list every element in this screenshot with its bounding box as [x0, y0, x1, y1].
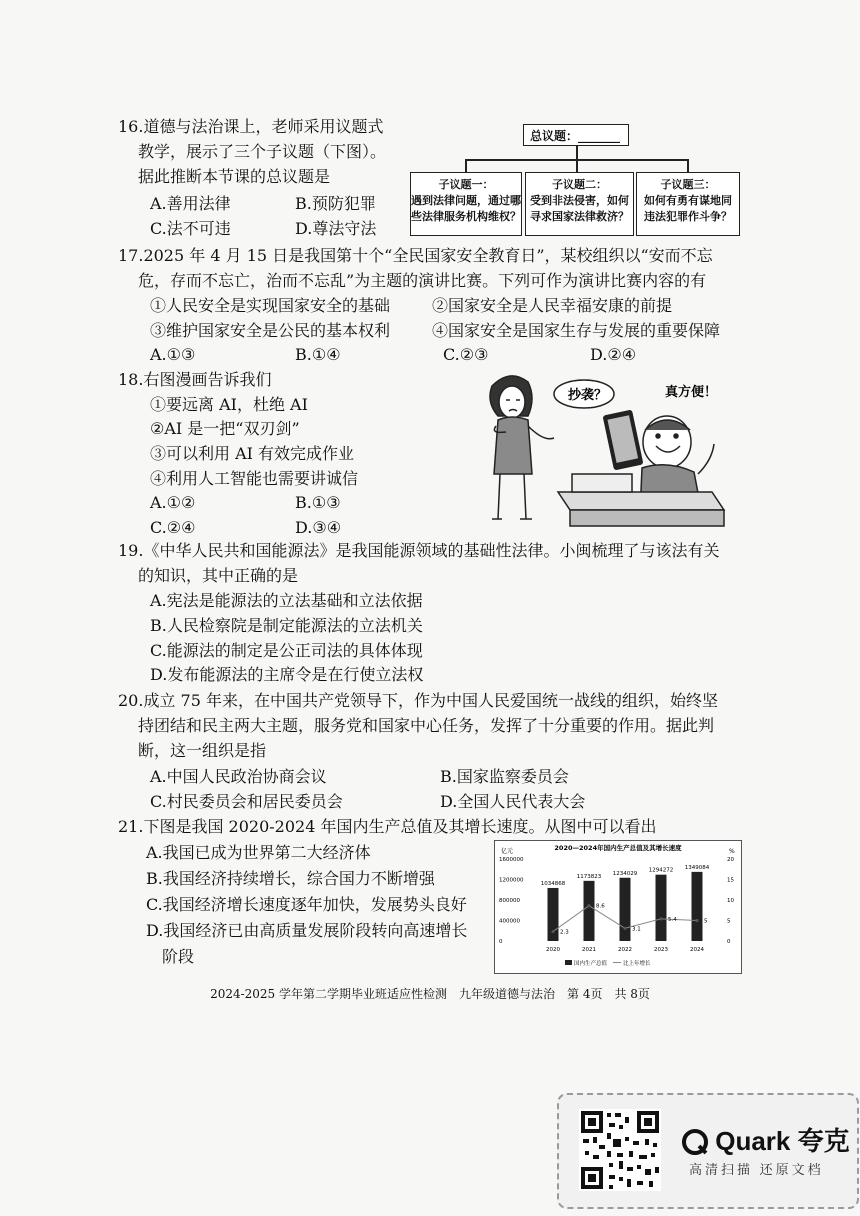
- q19-stem-line-2: 的知识，其中正确的是: [138, 566, 299, 585]
- growth-point: [695, 919, 698, 922]
- q18-cartoon: [462, 364, 737, 529]
- y-right-tick-label: 10: [727, 898, 734, 904]
- legend-growth: 比上年增长: [623, 961, 651, 967]
- q17-stem-line-2: 危，存而不忘亡，治而不忘乱”为主题的演讲比赛。下列可作为演讲比赛内容的有: [138, 271, 707, 290]
- page-footer: 2024-2025 学年第二学期毕业班适应性检测 九年级道德与法治 第 4页 共 8页: [210, 987, 650, 1001]
- quark-watermark: [557, 1093, 859, 1209]
- phone-icon: [603, 409, 644, 470]
- y-right-tick-label: 20: [727, 857, 734, 863]
- q16-option-d: D.尊法守法: [295, 219, 377, 238]
- q21-option-b: B.我国经济持续增长，综合国力不断增强: [146, 869, 435, 888]
- q16-stem-line-1: 16.道德与法治课上，老师采用议题式: [118, 117, 384, 136]
- q17-option-d: D.②④: [590, 345, 637, 364]
- gdp-bar-label: 1349084: [684, 864, 710, 871]
- x-tick-label: 2022: [618, 947, 632, 953]
- q18-option-d: D.③④: [295, 518, 342, 537]
- legend-gdp: 国内生产总值: [574, 961, 608, 967]
- q17-option-c: C.②③: [443, 345, 489, 364]
- sub-topic-text: 些法律服务机构维权？: [411, 210, 521, 223]
- q19-option-b: B.人民检察院是制定能源法的立法机关: [150, 616, 423, 635]
- growth-label: 5.4: [668, 916, 677, 923]
- q21-option-c: C.我国经济增长速度逐年加快，发展势头良好: [146, 895, 467, 914]
- q17-item-1: ①人民安全是实现国家安全的基础: [150, 296, 391, 315]
- gdp-bar: [620, 878, 631, 941]
- q21-stem: 21.下图是我国 2020-2024 年国内生产总值及其增长速度。从图中可以看出: [118, 817, 657, 836]
- q16-option-c: C.法不可违: [150, 219, 231, 238]
- connector: [465, 159, 467, 173]
- q18-item-3: ③可以利用 AI 有效完成作业: [150, 444, 355, 463]
- q17-stem-line-1: 17.2025 年 4 月 15 日是我国第十个“全民国家安全教育日”，某校组织以“安而不忘: [118, 246, 713, 265]
- quark-logo-icon: [682, 1129, 708, 1155]
- sub-topic-text: 寻求国家法律救济？: [530, 210, 629, 223]
- sub-topic-box-3: [636, 172, 740, 236]
- sub-topic-box-1: [410, 172, 522, 236]
- gdp-bar-label: 1173823: [576, 873, 602, 880]
- gdp-bar-label: 1294272: [648, 867, 674, 874]
- q20-option-d: D.全国人民代表大会: [440, 792, 586, 811]
- q16-option-b: B.预防犯罪: [295, 194, 376, 213]
- x-tick-label: 2023: [654, 947, 668, 953]
- connector: [576, 146, 578, 160]
- total-topic-box: 总议题：_______: [523, 124, 629, 146]
- q21-option-d: D.我国经济已由高质量发展阶段转向高速增长: [146, 921, 468, 940]
- bubble-right-text: 真方便！: [665, 385, 718, 400]
- q20-option-c: C.村民委员会和居民委员会: [150, 792, 343, 811]
- q17-option-a: A.①③: [150, 345, 196, 364]
- y-left-tick-label: 1200000: [499, 877, 524, 884]
- gdp-chart: [494, 840, 742, 974]
- x-tick-label: 2021: [582, 947, 596, 953]
- q20-stem-line-1: 20.成立 75 年来，在中国共产党领导下，作为中国人民爱国统一战线的组织，始终坚: [118, 691, 718, 710]
- growth-point: [587, 904, 590, 907]
- speech-bubble-left: [554, 380, 614, 408]
- growth-label: 3.1: [632, 926, 641, 933]
- growth-point: [623, 927, 626, 930]
- y-right-tick-label: 5: [727, 918, 731, 925]
- y-right-tick-label: 15: [727, 877, 734, 884]
- sub-topic-title: 子议题三：: [660, 178, 716, 191]
- y-axis-right-label: %: [729, 848, 735, 855]
- growth-label: 5: [704, 918, 708, 925]
- y-right-tick-label: 0: [727, 939, 731, 945]
- q20-stem-line-3: 断，这一组织是指: [138, 741, 267, 760]
- sub-topic-title: 子议题一：: [438, 178, 494, 191]
- legend-bar-swatch: [565, 960, 572, 965]
- sub-topic-box-2: [525, 172, 634, 236]
- q18-item-4: ④利用人工智能也需要讲诚信: [150, 469, 359, 488]
- q18-item-1: ①要远离 AI，杜绝 AI: [150, 395, 308, 414]
- q16-stem-line-3: 据此推断本节课的总议题是: [138, 167, 331, 186]
- q19-option-a: A.宪法是能源法的立法基础和立法依据: [150, 591, 423, 610]
- q17-item-3: ③维护国家安全是公民的基本权利: [150, 321, 391, 340]
- q16-option-a: A.善用法律: [150, 194, 231, 213]
- q18-item-2: ②AI 是一把“双刃剑”: [150, 419, 300, 438]
- teacher-figure: [490, 376, 554, 519]
- y-left-tick-label: 0: [499, 939, 503, 945]
- q21-option-a: A.我国已成为世界第二大经济体: [146, 843, 371, 862]
- growth-label: 2.3: [560, 929, 569, 936]
- q17-item-4: ④国家安全是国家生存与发展的重要保障: [432, 321, 721, 340]
- q17-option-b: B.①④: [295, 345, 341, 364]
- qr-code-icon: [579, 1109, 661, 1191]
- q20-option-a: A.中国人民政治协商会议: [150, 767, 327, 786]
- q16-stem-line-2: 教学，展示了三个子议题（下图）。: [138, 142, 387, 161]
- y-left-tick-label: 400000: [499, 918, 520, 925]
- growth-point: [659, 917, 662, 920]
- q21-option-d-cont: 阶段: [162, 947, 195, 966]
- q18-option-a: A.①②: [150, 493, 196, 512]
- growth-point: [551, 930, 554, 933]
- x-tick-label: 2020: [546, 947, 560, 953]
- connector: [576, 159, 578, 173]
- gdp-bar: [584, 881, 595, 941]
- y-left-tick-label: 800000: [499, 898, 520, 904]
- x-tick-label: 2024: [690, 947, 704, 953]
- q20-option-b: B.国家监察委员会: [440, 767, 569, 786]
- sub-topic-text: 如何有勇有谋地同: [644, 194, 732, 207]
- q18-stem: 18.右图漫画告诉我们: [118, 370, 272, 389]
- quark-brand-text: Quark 夸克: [715, 1126, 850, 1156]
- gdp-bar-label: 1034868: [540, 880, 566, 887]
- q17-item-2: ②国家安全是人民幸福安康的前提: [432, 296, 673, 315]
- connector: [687, 159, 689, 173]
- growth-label: 8.6: [596, 903, 605, 910]
- sub-topic-text: 遇到法律问题，通过哪: [411, 194, 521, 207]
- sub-topic-text: 违法犯罪作斗争？: [644, 210, 732, 223]
- y-axis-left-label: 亿元: [501, 848, 514, 855]
- gdp-bar-label: 1234029: [612, 870, 638, 877]
- q19-stem-line-1: 19.《中华人民共和国能源法》是我国能源领域的基础性法律。小闽梳理了与该法有关: [118, 541, 720, 560]
- quark-brand: [682, 1121, 850, 1158]
- q20-stem-line-2: 持团结和民主两大主题，服务党和国家中心任务，发挥了十分重要的作用。据此判: [138, 716, 715, 735]
- quark-tagline: 高清扫描 还原文档: [689, 1162, 824, 1177]
- q19-option-d: D.发布能源法的主席令是在行使立法权: [150, 665, 424, 684]
- gdp-bar: [656, 875, 667, 941]
- q18-option-b: B.①③: [295, 493, 341, 512]
- q19-option-c: C.能源法的制定是公正司法的具体体现: [150, 641, 423, 660]
- bubble-left-text: 抄袭？: [568, 388, 608, 403]
- q18-option-c: C.②④: [150, 518, 196, 537]
- sub-topic-title: 子议题二：: [552, 178, 607, 191]
- sub-topic-text: 受到非法侵害，如何: [530, 194, 629, 207]
- y-left-tick-label: 1600000: [499, 857, 524, 863]
- chart-title: 2020—2024年国内生产总值及其增长速度: [554, 844, 682, 852]
- gdp-bar: [692, 872, 703, 941]
